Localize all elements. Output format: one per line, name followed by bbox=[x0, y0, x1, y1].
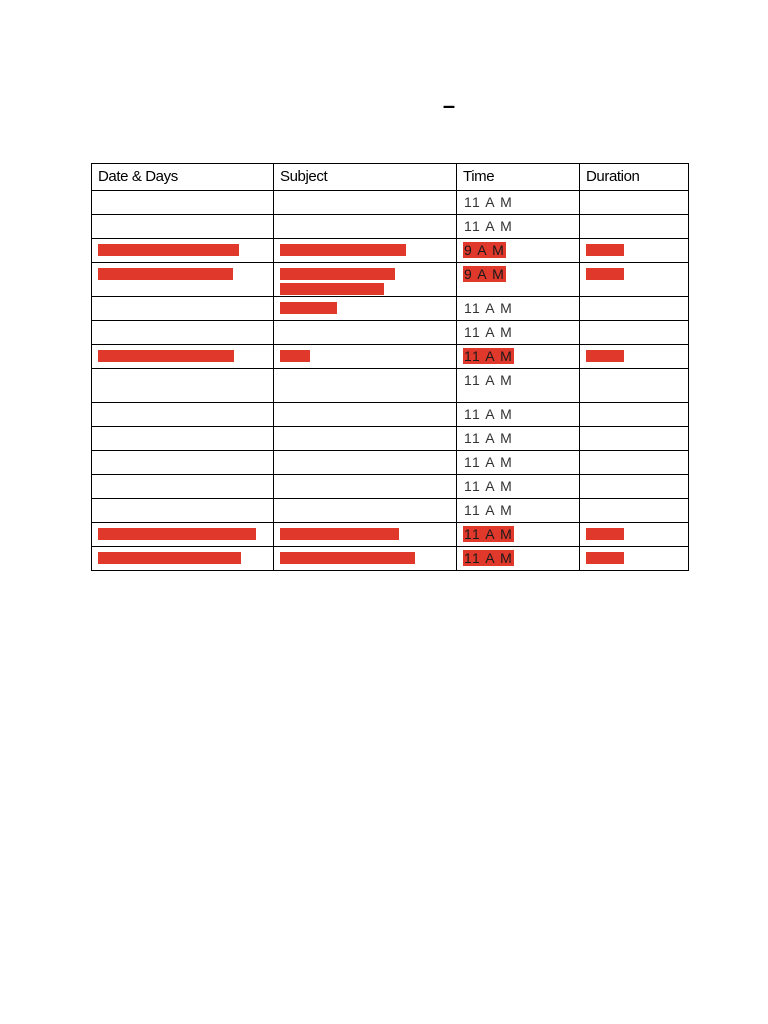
redaction-bar bbox=[280, 552, 415, 564]
subject-cell bbox=[274, 475, 457, 499]
time-value: 11 A M bbox=[464, 300, 513, 316]
subject-cell bbox=[274, 215, 457, 239]
redaction-bar bbox=[98, 244, 239, 256]
table-row bbox=[92, 451, 689, 475]
time-cell bbox=[457, 215, 580, 239]
subject-cell bbox=[274, 451, 457, 475]
time-value: 11 A M bbox=[464, 526, 513, 542]
duration-cell bbox=[580, 451, 689, 475]
duration-cell bbox=[580, 523, 689, 547]
date-cell bbox=[92, 547, 274, 571]
duration-cell bbox=[580, 191, 689, 215]
date-cell bbox=[92, 215, 274, 239]
time-cell bbox=[457, 239, 580, 263]
time-cell bbox=[457, 547, 580, 571]
duration-cell bbox=[580, 297, 689, 321]
date-cell bbox=[92, 191, 274, 215]
duration-cell bbox=[580, 239, 689, 263]
duration-cell bbox=[580, 427, 689, 451]
date-cell bbox=[92, 263, 274, 297]
date-cell bbox=[92, 427, 274, 451]
table-row bbox=[92, 475, 689, 499]
redaction-bar bbox=[280, 283, 384, 295]
time-value: 11 A M bbox=[464, 194, 513, 210]
table-row bbox=[92, 499, 689, 523]
duration-cell bbox=[580, 369, 689, 403]
date-cell bbox=[92, 321, 274, 345]
date-cell bbox=[92, 345, 274, 369]
duration-cell bbox=[580, 403, 689, 427]
subject-cell bbox=[274, 427, 457, 451]
time-cell bbox=[457, 345, 580, 369]
duration-cell bbox=[580, 321, 689, 345]
table-row bbox=[92, 215, 689, 239]
time-cell bbox=[457, 191, 580, 215]
duration-cell bbox=[580, 345, 689, 369]
time-cell bbox=[457, 427, 580, 451]
redaction-bar bbox=[586, 528, 624, 540]
time-cell bbox=[457, 523, 580, 547]
time-value: 11 A M bbox=[464, 324, 513, 340]
duration-cell bbox=[580, 215, 689, 239]
redaction-bar bbox=[98, 528, 256, 540]
time-value: 11 A M bbox=[464, 502, 513, 518]
header-time: Time bbox=[457, 164, 580, 191]
exam-schedule-table bbox=[91, 163, 689, 571]
redaction-bar bbox=[98, 268, 233, 280]
redaction-bar bbox=[280, 350, 310, 362]
date-cell bbox=[92, 297, 274, 321]
redaction-bar bbox=[98, 552, 241, 564]
table-row bbox=[92, 321, 689, 345]
subject-cell bbox=[274, 403, 457, 427]
redaction-bar bbox=[586, 244, 624, 256]
duration-cell bbox=[580, 263, 689, 297]
table-row bbox=[92, 345, 689, 369]
table-row bbox=[92, 263, 689, 297]
table-row bbox=[92, 239, 689, 263]
time-cell bbox=[457, 321, 580, 345]
duration-cell bbox=[580, 547, 689, 571]
header-date-days: Date & Days bbox=[92, 164, 274, 191]
subject-cell bbox=[274, 345, 457, 369]
table-row bbox=[92, 547, 689, 571]
table-row bbox=[92, 191, 689, 215]
page-title: – bbox=[442, 93, 456, 118]
redaction-bar bbox=[586, 268, 624, 280]
date-cell bbox=[92, 499, 274, 523]
subject-cell bbox=[274, 499, 457, 523]
duration-cell bbox=[580, 475, 689, 499]
time-cell bbox=[457, 297, 580, 321]
subject-cell bbox=[274, 369, 457, 403]
date-cell bbox=[92, 239, 274, 263]
date-cell bbox=[92, 523, 274, 547]
time-cell bbox=[457, 369, 580, 403]
time-cell bbox=[457, 403, 580, 427]
redaction-bar bbox=[280, 268, 395, 280]
redaction-bar bbox=[586, 552, 624, 564]
time-value: 11 A M bbox=[464, 348, 513, 364]
subject-cell bbox=[274, 239, 457, 263]
time-value: 11 A M bbox=[464, 478, 513, 494]
time-value: 11 A M bbox=[464, 454, 513, 470]
subject-cell bbox=[274, 321, 457, 345]
time-value: 11 A M bbox=[464, 218, 513, 234]
subject-cell bbox=[274, 191, 457, 215]
subject-cell bbox=[274, 547, 457, 571]
subject-cell bbox=[274, 523, 457, 547]
redaction-bar bbox=[586, 350, 624, 362]
header-row bbox=[92, 164, 689, 191]
subject-cell bbox=[274, 263, 457, 297]
time-cell bbox=[457, 263, 580, 297]
time-value: 11 A M bbox=[464, 406, 513, 422]
time-cell bbox=[457, 451, 580, 475]
redaction-bar bbox=[280, 528, 399, 540]
duration-cell bbox=[580, 499, 689, 523]
time-cell bbox=[457, 499, 580, 523]
date-cell bbox=[92, 369, 274, 403]
table-row bbox=[92, 523, 689, 547]
table-row bbox=[92, 369, 689, 403]
time-value: 9 A M bbox=[464, 266, 506, 282]
redaction-bar bbox=[280, 302, 337, 314]
time-value: 11 A M bbox=[464, 430, 513, 446]
header-subject: Subject bbox=[274, 164, 457, 191]
time-value: 9 A M bbox=[464, 242, 506, 258]
table-row bbox=[92, 427, 689, 451]
table-row bbox=[92, 403, 689, 427]
date-cell bbox=[92, 403, 274, 427]
redaction-bar bbox=[280, 244, 406, 256]
time-cell bbox=[457, 475, 580, 499]
time-value: 11 A M bbox=[464, 550, 513, 566]
table-row bbox=[92, 297, 689, 321]
header-duration: Duration bbox=[580, 164, 689, 191]
subject-cell bbox=[274, 297, 457, 321]
time-value: 11 A M bbox=[464, 372, 513, 388]
date-cell bbox=[92, 475, 274, 499]
date-cell bbox=[92, 451, 274, 475]
redaction-bar bbox=[98, 350, 234, 362]
